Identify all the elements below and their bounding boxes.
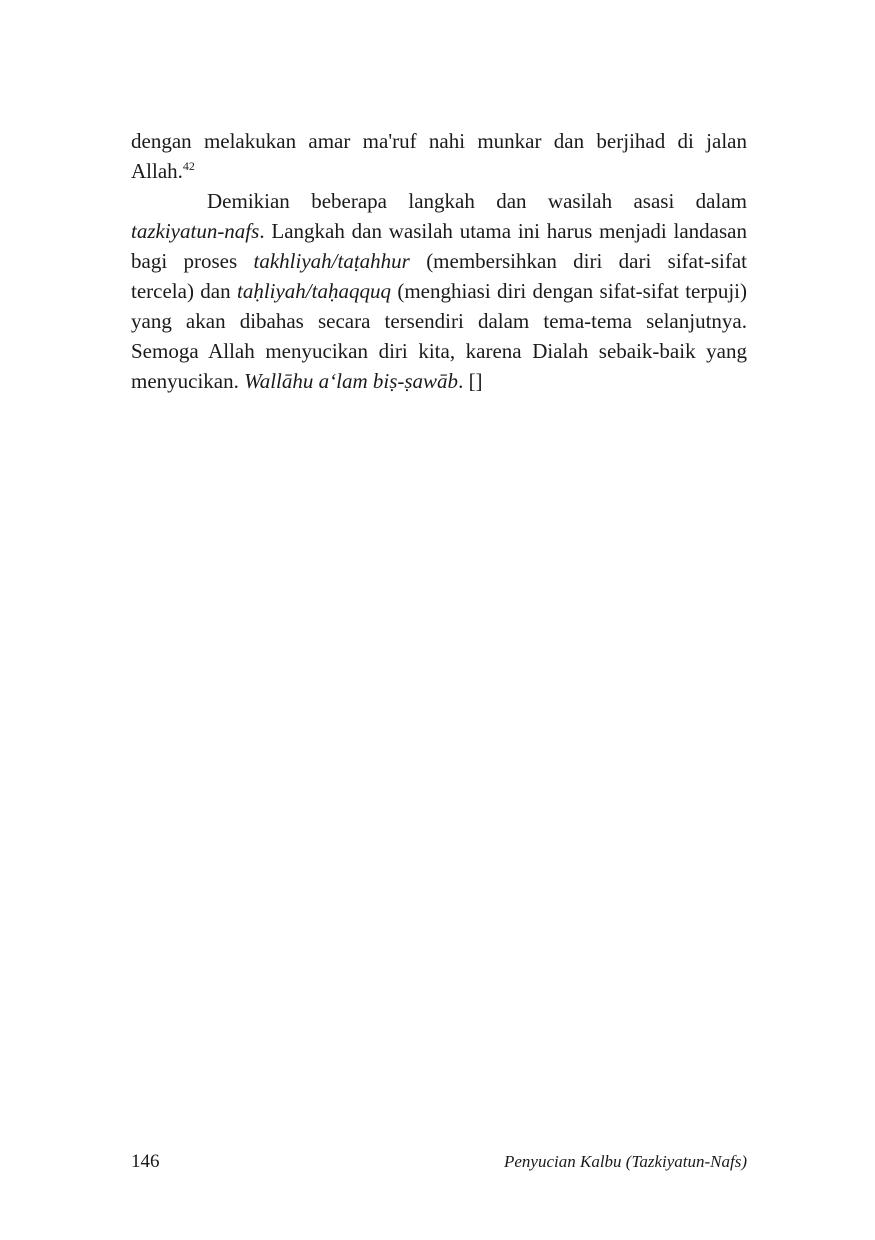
- term-tahliyah: taḥliyah/taḥaqquq: [236, 279, 391, 303]
- paragraph-2-text-3: (membersihkan diri dari sifat-sifat tercela) dan: [131, 249, 747, 303]
- running-title: Penyucian Kalbu (Tazkiyatun-Nafs): [503, 1152, 747, 1171]
- paragraph-2-text-4: (menghiasi diri dengan sifat-sifat terpuji) yang akan dibahas secara tersendiri dalam tema-tema selanjutnya. Semoga Allah menyucikan diri kita, karena Dialah sebaik-baik yang menyucikan.: [131, 279, 747, 393]
- paragraph-2-text-1: Demikian beberapa langkah dan wasilah asasi dalam: [207, 189, 747, 213]
- paragraph-1-text: dengan melakukan amar ma'ruf nahi munkar dan berjihad di jalan Allah.: [131, 129, 747, 183]
- page-body: [131, 126, 747, 396]
- paragraph-1: [131, 126, 747, 186]
- footnote-reference[interactable]: 42: [182, 159, 195, 173]
- term-tazkiyatun-nafs: tazkiyatun-nafs: [131, 219, 260, 243]
- paragraph-2-text-5: . []: [458, 369, 483, 393]
- term-takhliyah: takhliyah/taṭahhur: [253, 249, 410, 273]
- paragraph-2: [131, 186, 747, 396]
- closing-phrase: Wallāhu a‘lam biṣ-ṣawāb: [244, 369, 459, 393]
- page-number: 146: [131, 1151, 160, 1172]
- paragraph-2-text-2: . Langkah dan wasilah utama ini harus menjadi landasan bagi proses: [131, 219, 747, 273]
